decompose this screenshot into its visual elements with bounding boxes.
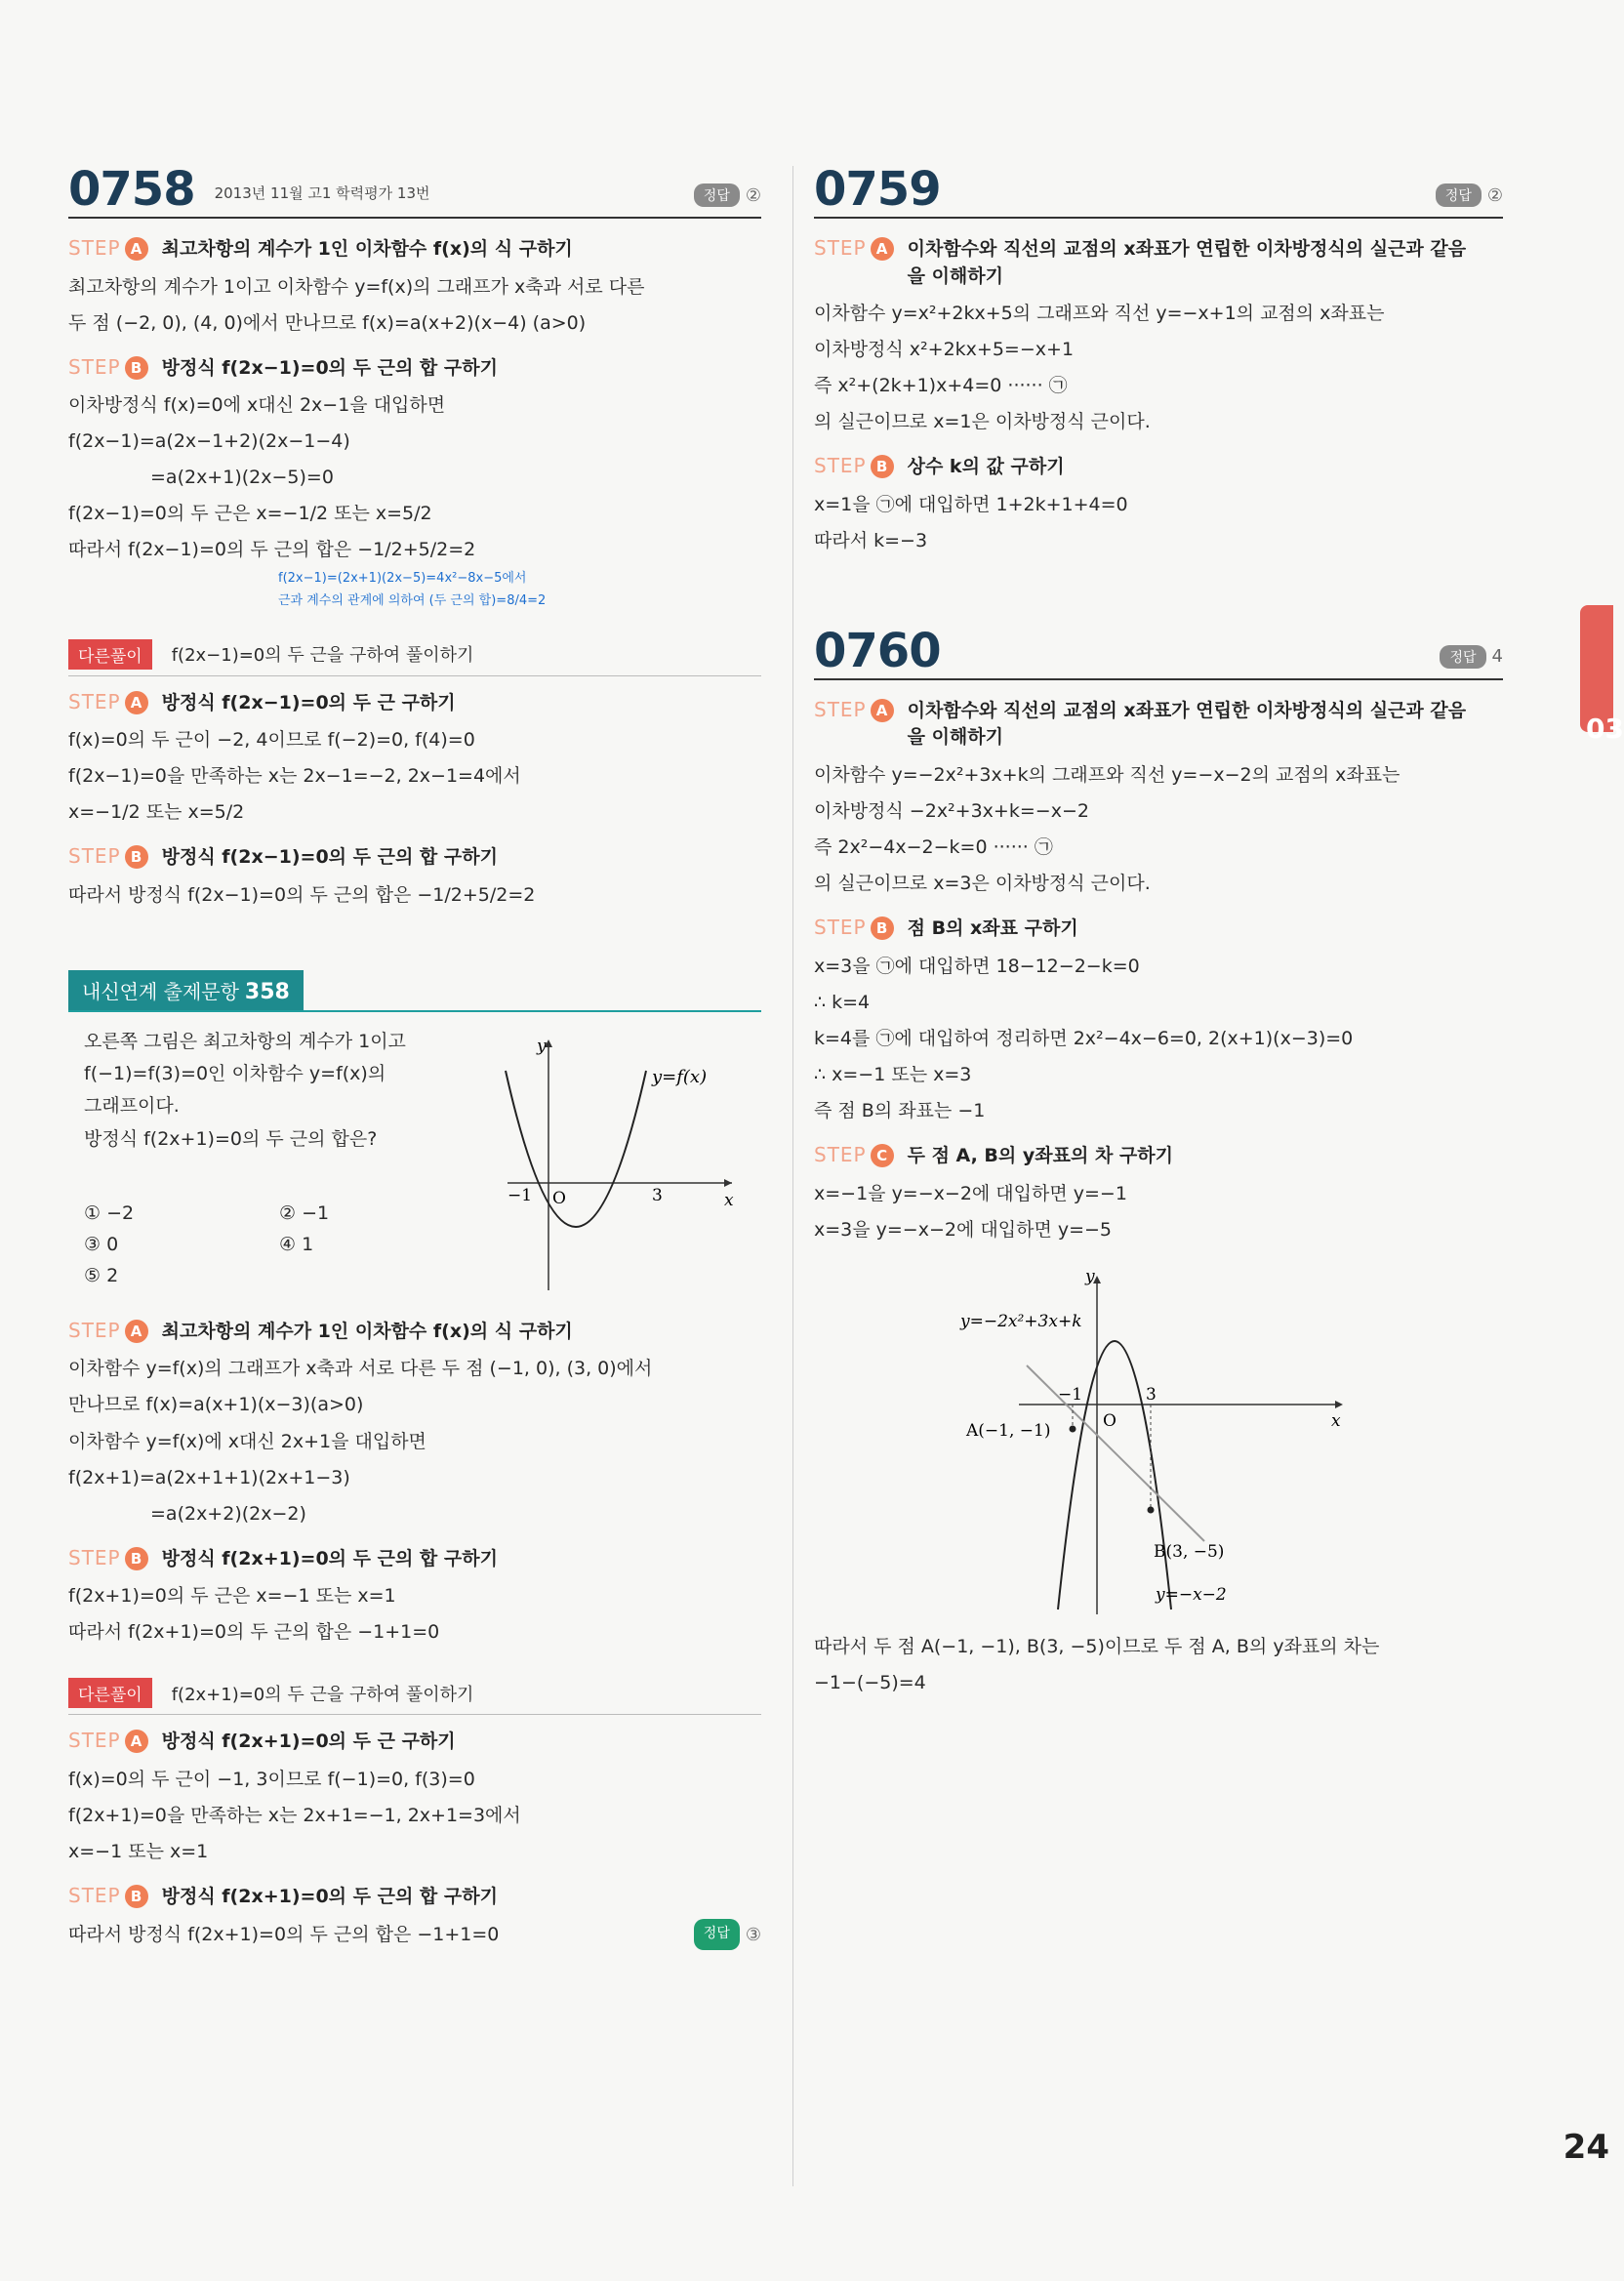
solution-line: 따라서 k=−3 [814,529,928,551]
step-badge-b: B [125,1885,148,1908]
solution-line: f(x)=0의 두 근이 −1, 3이므로 f(−1)=0, f(3)=0 [68,1768,475,1790]
step-badge-b: B [125,845,148,869]
step-badge-a: A [871,699,894,722]
problem-line: 그래프이다. [84,1095,180,1118]
solution-line: 이차방정식 x²+2kx+5=−x+1 [814,339,1075,361]
alt-step-a [68,690,761,717]
solution-line: f(2x+1)=0의 두 근은 x=−1 또는 x=1 [68,1585,396,1608]
solution-line: −1−(−5)=4 [814,1671,926,1693]
solution-line: 즉 2x²−4x−2−k=0 ······ ㉠ [814,836,1053,859]
point-b [1148,1506,1155,1513]
step-word: STEP [68,1729,121,1753]
x-axis-arrow [1335,1401,1343,1408]
answer-indicator [694,183,761,207]
step-word: STEP [814,236,867,260]
step-word: STEP [68,1545,121,1569]
step-badge-a: A [125,1320,148,1343]
x-label: x [724,1190,734,1210]
choice-4: ④ 1 [279,1234,314,1256]
problem-line: 오른쪽 그림은 최고차항의 계수가 1이고 [84,1030,406,1052]
alternative-solution-header [68,639,761,676]
alt-text: f(2x+1)=0의 두 근을 구하여 풀이하기 [171,1684,474,1705]
right-column [814,162,1503,1701]
box-answer-indicator [694,1918,761,1952]
step-word: STEP [814,454,867,478]
solution-line: 의 실근이므로 x=3은 이차방정식 근이다. [814,873,1151,895]
step-b [814,916,1503,943]
solution-line: 이차함수 y=f(x)의 그래프가 x축과 서로 다른 두 점 (−1, 0), (3, 0)에서 [68,1358,653,1380]
step-title: 방정식 f(2x−1)=0의 두 근의 합 구하기 [161,846,498,869]
box-step-a [68,1319,761,1346]
step-a [814,236,1503,290]
intersection-graph [960,1268,1370,1619]
side-note: 근과 계수의 관계에 의하여 (두 근의 합)=8/4=2 [278,592,547,608]
chapter-tab-text: 03 [1586,713,1624,745]
question-header-0758 [68,162,761,219]
step-badge-c: C [871,1144,894,1167]
step-word: STEP [814,1142,867,1166]
step-title: 방정식 f(2x+1)=0의 두 근의 합 구하기 [161,1886,498,1907]
x-label: x [1331,1410,1341,1431]
step-title: 두 점 A, B의 y좌표의 차 구하기 [907,1144,1173,1166]
solution-line: 만나므로 f(x)=a(x+1)(x−3)(a>0) [68,1394,364,1416]
box-step-b [68,1546,761,1573]
step-title: 방정식 f(2x−1)=0의 두 근 구하기 [161,691,456,713]
solution-line: ∴ k=4 [814,991,871,1013]
answer-value: ② [745,184,761,206]
alternative-solution-header [68,1678,761,1715]
step-b [68,355,761,383]
answer-value: 4 [1491,646,1503,668]
step-badge-a: A [125,1730,148,1753]
solution-line: 이차방정식 −2x²+3x+k=−x−2 [814,800,1089,823]
column-divider [792,166,793,2186]
step-title: 최고차항의 계수가 1인 이차함수 f(x)의 식 구하기 [161,238,573,260]
step-badge-a: A [125,691,148,714]
problem-line: f(−1)=f(3)=0인 이차함수 y=f(x)의 [84,1063,386,1085]
step-title: 최고차항의 계수가 1인 이차함수 f(x)의 식 구하기 [161,1320,573,1342]
solution-line: 따라서 f(2x−1)=0의 두 근의 합은 −1/2+5/2=2 [68,539,476,561]
solution-line: 즉 점 B의 좌표는 −1 [814,1099,986,1121]
step-title: 점 B의 x좌표 구하기 [907,917,1078,940]
solution-line: f(2x−1)=a(2x−1+2)(2x−1−4) [68,430,350,453]
step-b [814,454,1503,481]
solution-line: 최고차항의 계수가 1이고 이차함수 y=f(x)의 그래프가 x축과 서로 다른 [68,275,645,298]
step-word: STEP [814,697,867,721]
solution-line: x=1을 ㉠에 대입하면 1+2k+1+4=0 [814,493,1128,515]
solution-line: x=−1을 y=−x−2에 대입하면 y=−1 [814,1182,1127,1204]
parabola-curve [1058,1341,1171,1609]
origin-label: O [552,1188,566,1208]
answer-label: 정답 [694,183,740,207]
final-line: 따라서 방정식 f(2x+1)=0의 두 근의 합은 −1+1=0 [68,1923,500,1945]
solution-line: 따라서 f(2x+1)=0의 두 근의 합은 −1+1=0 [68,1621,440,1644]
solution-line: 즉 x²+(2k+1)x+4=0 ······ ㉠ [814,375,1068,397]
solution-line: x=−1 또는 x=1 [68,1840,209,1862]
linked-problem-number: 358 [244,979,290,1004]
solution-line: =a(2x+2)(2x−2) [150,1502,306,1525]
alt-step-b [68,844,761,872]
choice-1: ① −2 [84,1202,135,1224]
solution-line: x=−1/2 또는 x=5/2 [68,801,245,824]
left-column [68,162,761,1953]
answer-label: 정답 [1436,183,1482,207]
step-title: 이차함수와 직선의 교점의 x좌표가 연립한 이차방정식의 실근과 같음을 이해하기 [907,699,1467,749]
step-title: 이차함수와 직선의 교점의 x좌표가 연립한 이차방정식의 실근과 같음을 이해하기 [907,238,1467,287]
y-label: y [537,1036,547,1056]
point-a-label: A(−1, −1) [966,1420,1051,1441]
solution-line: f(2x+1)=a(2x+1+1)(2x+1−3) [68,1466,350,1488]
step-badge-b: B [125,1547,148,1570]
step-word: STEP [814,916,867,940]
parabola-graph [498,1032,742,1295]
question-number: 0760 [814,623,941,678]
problem-line: 방정식 f(2x+1)=0의 두 근의 합은? [84,1127,378,1150]
y-label: y [1085,1266,1095,1286]
solution-line: 이차함수 y=f(x)에 x대신 2x+1을 대입하면 [68,1430,426,1452]
linked-problem-header [68,970,761,1012]
answer-value: ③ [745,1924,761,1945]
point-b-label: B(3, −5) [1154,1541,1225,1562]
solution-line: f(2x−1)=0을 만족하는 x는 2x−1=−2, 2x−1=4에서 [68,765,521,788]
step-title: 방정식 f(2x+1)=0의 두 근 구하기 [161,1731,456,1753]
x-axis-arrow [724,1179,732,1187]
solution-line: 의 실근이므로 x=1은 이차방정식 근이다. [814,411,1151,433]
step-badge-b: B [125,356,148,380]
alt-label: 다른풀이 [68,639,152,670]
solution-line [68,1917,761,1953]
choice-3: ③ 0 [84,1234,119,1256]
origin-label: O [1103,1410,1116,1431]
step-badge-a: A [871,237,894,261]
curve-label: y=f(x) [652,1066,708,1087]
tick-label-minus1: −1 [1058,1384,1083,1405]
answer-label: 정답 [694,1919,740,1949]
alt2-step-b [68,1884,761,1911]
alt-label: 다른풀이 [68,1678,152,1708]
question-number: 0758 [68,162,195,217]
solution-line: =a(2x+1)(2x−5)=0 [150,467,334,489]
answer-value: ② [1486,184,1503,206]
step-word: STEP [68,354,121,379]
choice-2: ② −1 [279,1202,330,1224]
step-c [814,1143,1503,1170]
solution-line: 이차방정식 f(x)=0에 x대신 2x−1을 대입하면 [68,394,446,417]
step-a [814,698,1503,752]
point-a [1070,1425,1076,1432]
step-title: 상수 k의 값 구하기 [907,456,1065,478]
chapter-tab [1580,605,1624,745]
linked-problem-label [68,970,304,1010]
step-badge-b: B [871,916,894,940]
line-label: y=−x−2 [1156,1584,1227,1605]
solution-line: 따라서 두 점 A(−1, −1), B(3, −5)이므로 두 점 A, B의 y좌표의 차는 [814,1635,1380,1657]
question-source: 2013년 11월 고1 학력평가 13번 [214,184,430,202]
step-word: STEP [68,236,121,260]
step-badge-b: B [871,455,894,478]
solution-line: f(x)=0의 두 근이 −2, 4이므로 f(−2)=0, f(4)=0 [68,729,475,752]
solution-line: f(2x−1)=0의 두 근은 x=−1/2 또는 x=5/2 [68,503,432,525]
answer-label: 정답 [1440,645,1485,669]
question-header-0759 [814,162,1503,219]
choice-5: ⑤ 2 [84,1265,119,1287]
step-word: STEP [68,844,121,869]
step-word: STEP [68,1884,121,1907]
solution-line: x=3을 ㉠에 대입하면 18−12−2−k=0 [814,955,1140,977]
solution-line: x=3을 y=−x−2에 대입하면 y=−5 [814,1218,1113,1241]
linked-problem-text: 내신연계 출제문항 [82,979,239,1003]
question-header-0760 [814,623,1503,680]
side-note: f(2x−1)=(2x+1)(2x−5)=4x²−8x−5에서 [278,571,527,587]
page-number: 24 [1563,2128,1609,2167]
solution-line: 따라서 방정식 f(2x−1)=0의 두 근의 합은 −1/2+5/2=2 [68,883,536,906]
question-number: 0759 [814,162,941,217]
tick-label-3: 3 [652,1185,663,1205]
step-title: 방정식 f(2x+1)=0의 두 근의 합 구하기 [161,1547,498,1569]
curve-label: y=−2x²+3x+k [960,1311,1082,1331]
answer-indicator [1440,645,1503,669]
tick-label-3: 3 [1146,1384,1157,1405]
step-word: STEP [68,1318,121,1342]
answer-indicator [1436,183,1503,207]
step-title: 방정식 f(2x−1)=0의 두 근의 합 구하기 [161,356,498,379]
step-badge-a: A [125,237,148,261]
linked-problem-body [68,1012,761,1305]
solution-line: k=4를 ㉠에 대입하여 정리하면 2x²−4x−6=0, 2(x+1)(x−3)=0 [814,1027,1354,1049]
solution-line: f(2x+1)=0을 만족하는 x는 2x+1=−1, 2x+1=3에서 [68,1804,521,1826]
solution-line: 이차함수 y=x²+2kx+5의 그래프와 직선 y=−x+1의 교점의 x좌표는 [814,303,1385,325]
answer-choices [84,1198,474,1292]
alt-text: f(2x−1)=0의 두 근을 구하여 풀이하기 [171,645,474,667]
solution-line: ∴ x=−1 또는 x=3 [814,1063,972,1085]
alt2-step-a [68,1729,761,1756]
solution-line: 두 점 (−2, 0), (4, 0)에서 만나므로 f(x)=a(x+2)(x−4) (a>0) [68,311,587,334]
problem-text [84,1026,406,1156]
solution-line: 이차함수 y=−2x²+3x+k의 그래프와 직선 y=−x−2의 교점의 x좌표는 [814,764,1401,787]
step-word: STEP [68,689,121,713]
tick-label-minus1: −1 [508,1185,533,1205]
step-a [68,236,761,264]
line-graph [1027,1365,1204,1541]
